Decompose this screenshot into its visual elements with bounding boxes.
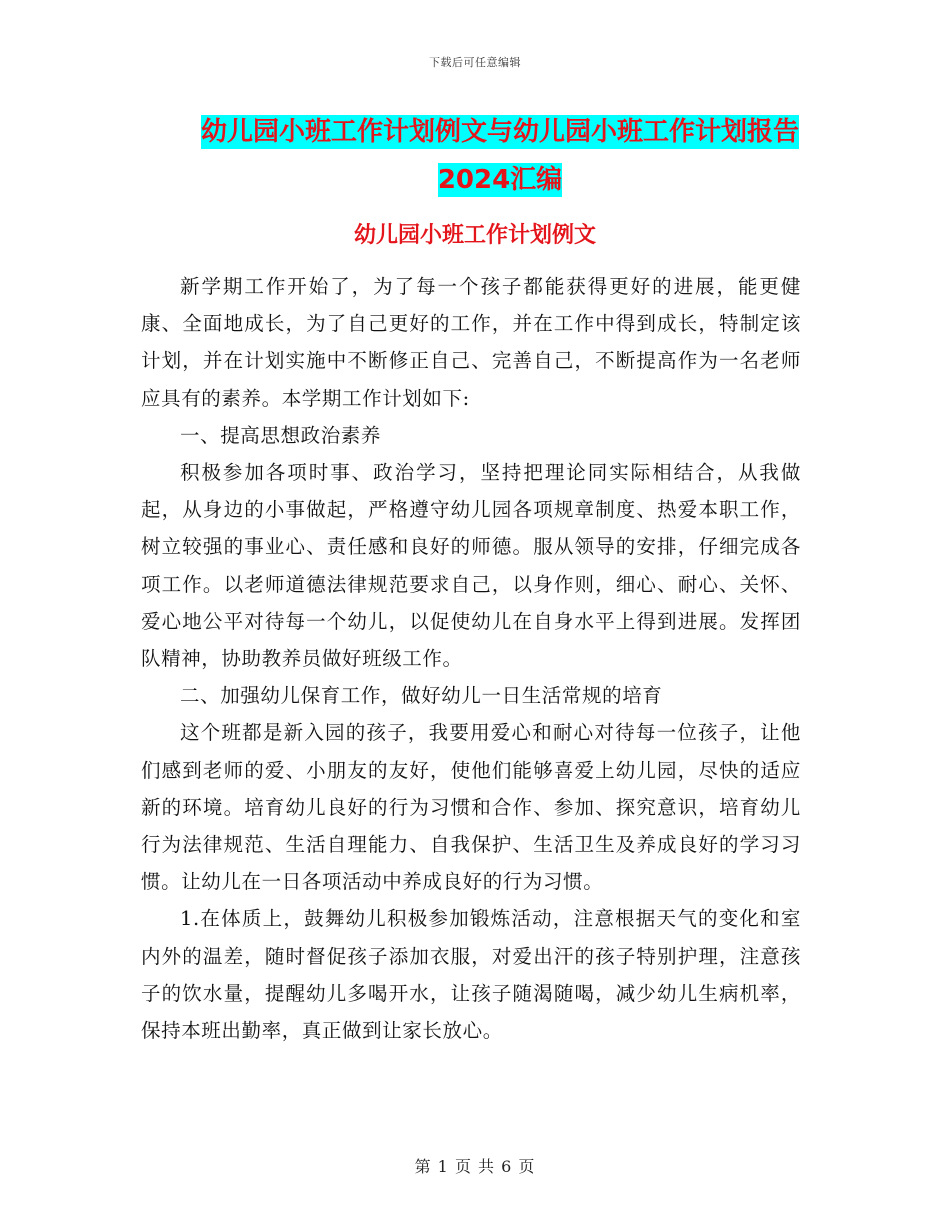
document-body [141,268,801,1049]
page-header-note: 下载后可任意编辑 [429,56,521,69]
heading-childcare-work: 二、加强幼儿保育工作，做好幼儿一日生活常规的培育 [180,684,663,708]
paragraph-childcare-work: 这个班都是新入园的孩子，我要用爱心和耐心对待每一位孩子，让他们感到老师的爱、小朋友的友好，使他们能够喜爱上幼儿园，尽快的适应新的环境。培育幼儿良好的行为习惯和合作、参加、探究意识，培育幼儿行为法律规范、生活自理能力、自我保护、生活卫生及养成良好的学习习惯。让幼儿在一日各项活动中养成良好的行为习惯。 [141,721,801,894]
heading-political-quality: 一、提高思想政治素养 [180,423,382,447]
page-number-footer: 第 1 页 共 6 页 [414,1157,536,1176]
document-title-line-1: 幼儿园小班工作计划例文与幼儿园小班工作计划报告 [200,117,799,147]
paragraph-political-quality: 积极参加各项时事、政治学习，坚持把理论同实际相结合，从我做起，从身边的小事做起，严格遵守幼儿园各项规章制度、热爱本职工作，树立较强的事业心、责任感和良好的师德。服从领导的安排，仔细完成各项工作。以老师道德法律规范要求自己，以身作则，细心、耐心、关怀、爱心地公平对待每一个幼儿，以促使幼儿在自身水平上得到进展。发挥团队精神，协助教养员做好班级工作。 [141,461,801,671]
document-title-line-2: 2024汇编 [437,165,563,195]
paragraph-intro: 新学期工作开始了，为了每一个孩子都能获得更好的进展，能更健康、全面地成长，为了自己更好的工作，并在工作中得到成长，特制定该计划，并在计划实施中不断修正自己、完善自己，不断提高作为一名老师应具有的素养。本学期工作计划如下: [141,275,801,410]
document-title [140,108,860,204]
section-title: 幼儿园小班工作计划例文 [353,223,596,248]
paragraph-physical-health: 1.在体质上，鼓舞幼儿积极参加锻炼活动，注意根据天气的变化和室内外的温差，随时督促孩子添加衣服，对爱出汗的孩子特别护理，注意孩子的饮水量，提醒幼儿多喝开水，让孩子随渴随喝，减少幼儿生病机率，保持本班出勤率，真正做到让家长放心。 [141,907,801,1043]
